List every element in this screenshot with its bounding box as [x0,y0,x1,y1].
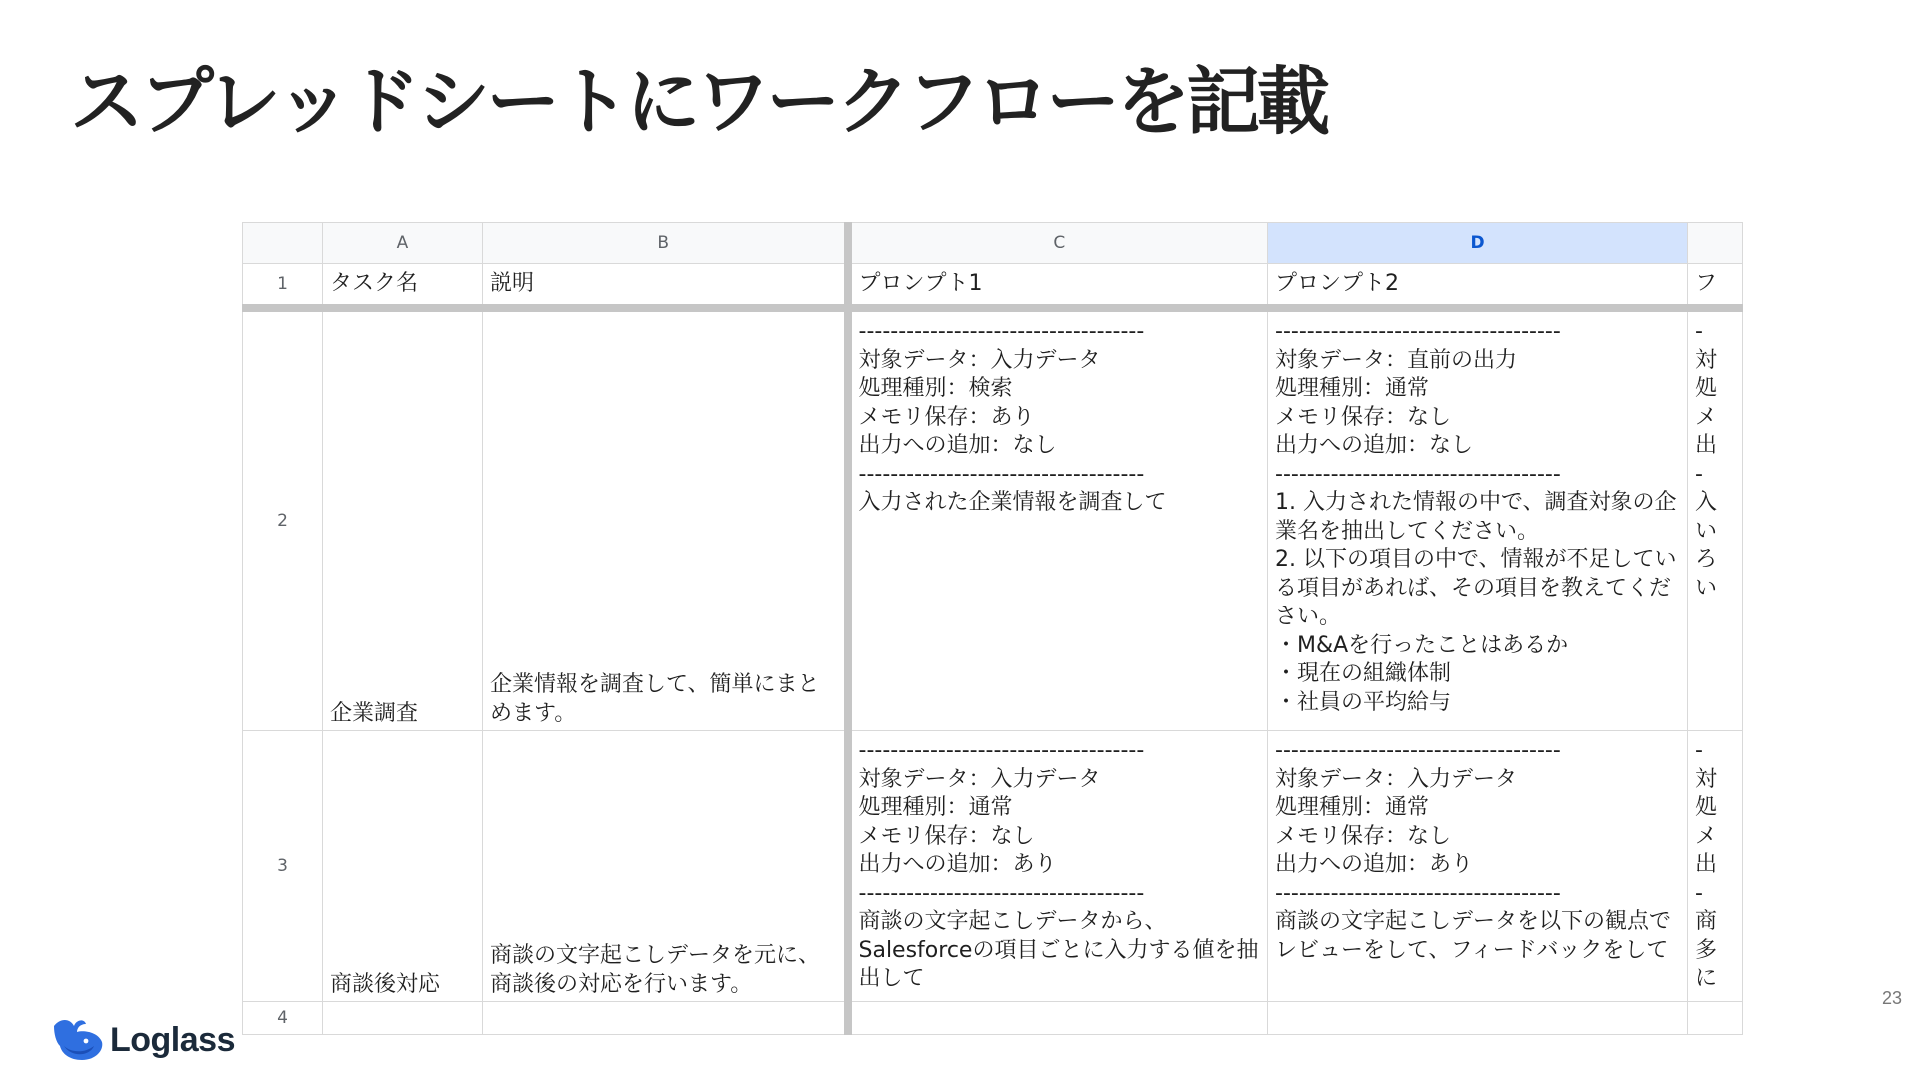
cell-b4[interactable] [483,1002,848,1035]
row-number[interactable]: 3 [243,731,323,1002]
sheet-row-4 [243,1002,1743,1035]
whale-logo-icon [50,1016,106,1064]
cell-e4[interactable] [1688,1002,1743,1035]
spreadsheet-screenshot [242,222,1718,1028]
sheet-row-1 [243,264,1743,309]
spreadsheet-grid [242,222,1743,1035]
cell-d3[interactable]: ------------------------------------ 対象データ：入力データ 処理種別：通常 メモリ保存：なし 出力への追加：あり ------------------------------------ 商談の文字起こしデータを以下の観点でレビューをして、フィードバックをして [1268,731,1688,1002]
cell-c4[interactable] [848,1002,1268,1035]
cell-d4[interactable] [1268,1002,1688,1035]
slide-title: スプレッドシートにワークフローを記載 [70,59,1327,145]
cell-e2[interactable]: - 対 処 メ 出 - 入 い ろ い [1688,308,1743,731]
column-header-row [243,223,1743,264]
company-logo [50,1016,235,1064]
select-all-corner[interactable] [243,223,323,264]
column-header-b[interactable]: B [483,223,848,264]
column-header-e[interactable] [1688,223,1743,264]
cell-c2[interactable]: ------------------------------------ 対象データ：入力データ 処理種別：検索 メモリ保存：あり 出力への追加：なし ------------------------------------ 入力された企業情報を調査して [848,308,1268,731]
cell-c1[interactable]: プロンプト1 [848,264,1268,309]
cell-d2[interactable]: ------------------------------------ 対象データ：直前の出力 処理種別：通常 メモリ保存：なし 出力への追加：なし ------------------------------------ 1. 入力された情報の中で、調査対象の企業名を抽出してください。 2. 以下の項目の中で、情報が不足している項目があれば、その項目を教えてください。 ・M&Aを行ったことはあるか ・現在の組織体制 ・社員の平均給与 [1268,308,1688,731]
row-number[interactable]: 1 [243,264,323,309]
column-header-a[interactable]: A [323,223,483,264]
row-number[interactable]: 2 [243,308,323,731]
cell-a3[interactable]: 商談後対応 [323,731,483,1002]
cell-b2[interactable]: 企業情報を調査して、簡単にまとめます。 [483,308,848,731]
row-number[interactable]: 4 [243,1002,323,1035]
cell-d1[interactable]: プロンプト2 [1268,264,1688,309]
logo-wordmark: Loglass [110,1020,235,1059]
column-header-c[interactable]: C [848,223,1268,264]
cell-a1[interactable]: タスク名 [323,264,483,309]
sheet-row-3 [243,731,1743,1002]
cell-b3[interactable]: 商談の文字起こしデータを元に、商談後の対応を行います。 [483,731,848,1002]
sheet-row-2 [243,308,1743,731]
cell-a2[interactable]: 企業調査 [323,308,483,731]
cell-b1[interactable]: 説明 [483,264,848,309]
page-number: 23 [1881,988,1902,1008]
column-header-d[interactable]: D [1268,223,1688,264]
cell-c3[interactable]: ------------------------------------ 対象データ：入力データ 処理種別：通常 メモリ保存：なし 出力への追加：あり ------------------------------------ 商談の文字起こしデータから、Salesforceの項目ごとに入力する値を抽出して [848,731,1268,1002]
cell-a4[interactable] [323,1002,483,1035]
cell-e3[interactable]: - 対 処 メ 出 - 商 多 に [1688,731,1743,1002]
cell-e1[interactable]: フ [1688,264,1743,309]
